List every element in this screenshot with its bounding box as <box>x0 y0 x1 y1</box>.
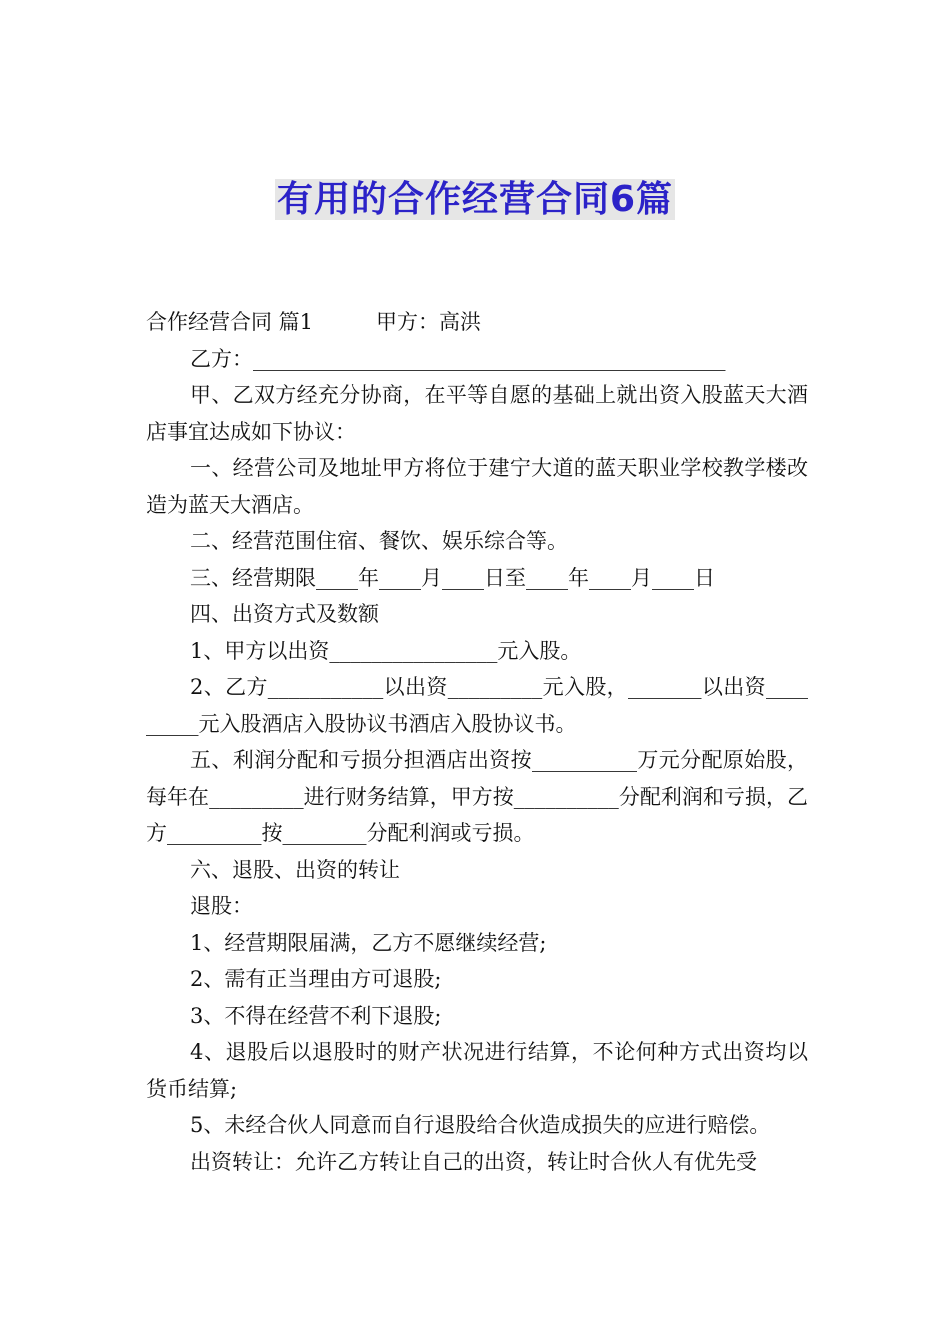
paragraph: 2、需有正当理由方可退股; <box>190 967 442 991</box>
document-body <box>146 304 808 1180</box>
paragraph: 1、甲方以出资________________元入股。 <box>190 638 582 663</box>
paragraph: 一、经营公司及地址甲方将位于建宁大道的蓝天职业学校教学楼改造为蓝天大酒店。 <box>146 456 808 517</box>
paragraph: 3、不得在经营不利下退股; <box>190 1003 442 1028</box>
paragraph: 1、经营期限届满，乙方不愿继续经营; <box>190 930 547 955</box>
paragraph: 合作经营合同 篇1 甲方：高洪 <box>146 310 482 334</box>
paragraph: 四、出资方式及数额 <box>190 602 379 626</box>
paragraph: 三、经营期限____年____月____日至____年____月____日 <box>190 565 715 590</box>
paragraph: 2、乙方___________以出资_________元入股，_______以出资_________元入股酒店入股协议书酒店入股协议书。 <box>146 675 808 736</box>
paragraph: 甲、乙双方经充分协商，在平等自愿的基础上就出资入股蓝天大酒店事宜达成如下协议： <box>146 383 808 444</box>
paragraph: 5、未经合伙人同意而自行退股给合伙造成损失的应进行赔偿。 <box>190 1113 771 1137</box>
paragraph: 乙方：_____________________________________________ <box>190 346 726 371</box>
paragraph: 五、利润分配和亏损分担酒店出资按__________万元分配原始股，每年在_________进行财务结算，甲方按__________分配利润和亏损，乙方_________按________分配利润或亏损。 <box>146 748 808 845</box>
paragraph: 二、经营范围住宿、餐饮、娱乐综合等。 <box>190 529 568 553</box>
paragraph: 4、退股后以退股时的财产状况进行结算，不论何种方式出资均以货币结算; <box>146 1040 808 1101</box>
document-title <box>0 176 950 224</box>
document-title-text: 有用的合作经营合同6篇 <box>276 179 674 220</box>
paragraph: 六、退股、出资的转让 <box>190 857 400 882</box>
paragraph: 出资转让：允许乙方转让自己的出资，转让时合伙人有优先受 <box>190 1149 757 1174</box>
paragraph: 退股： <box>190 894 253 918</box>
